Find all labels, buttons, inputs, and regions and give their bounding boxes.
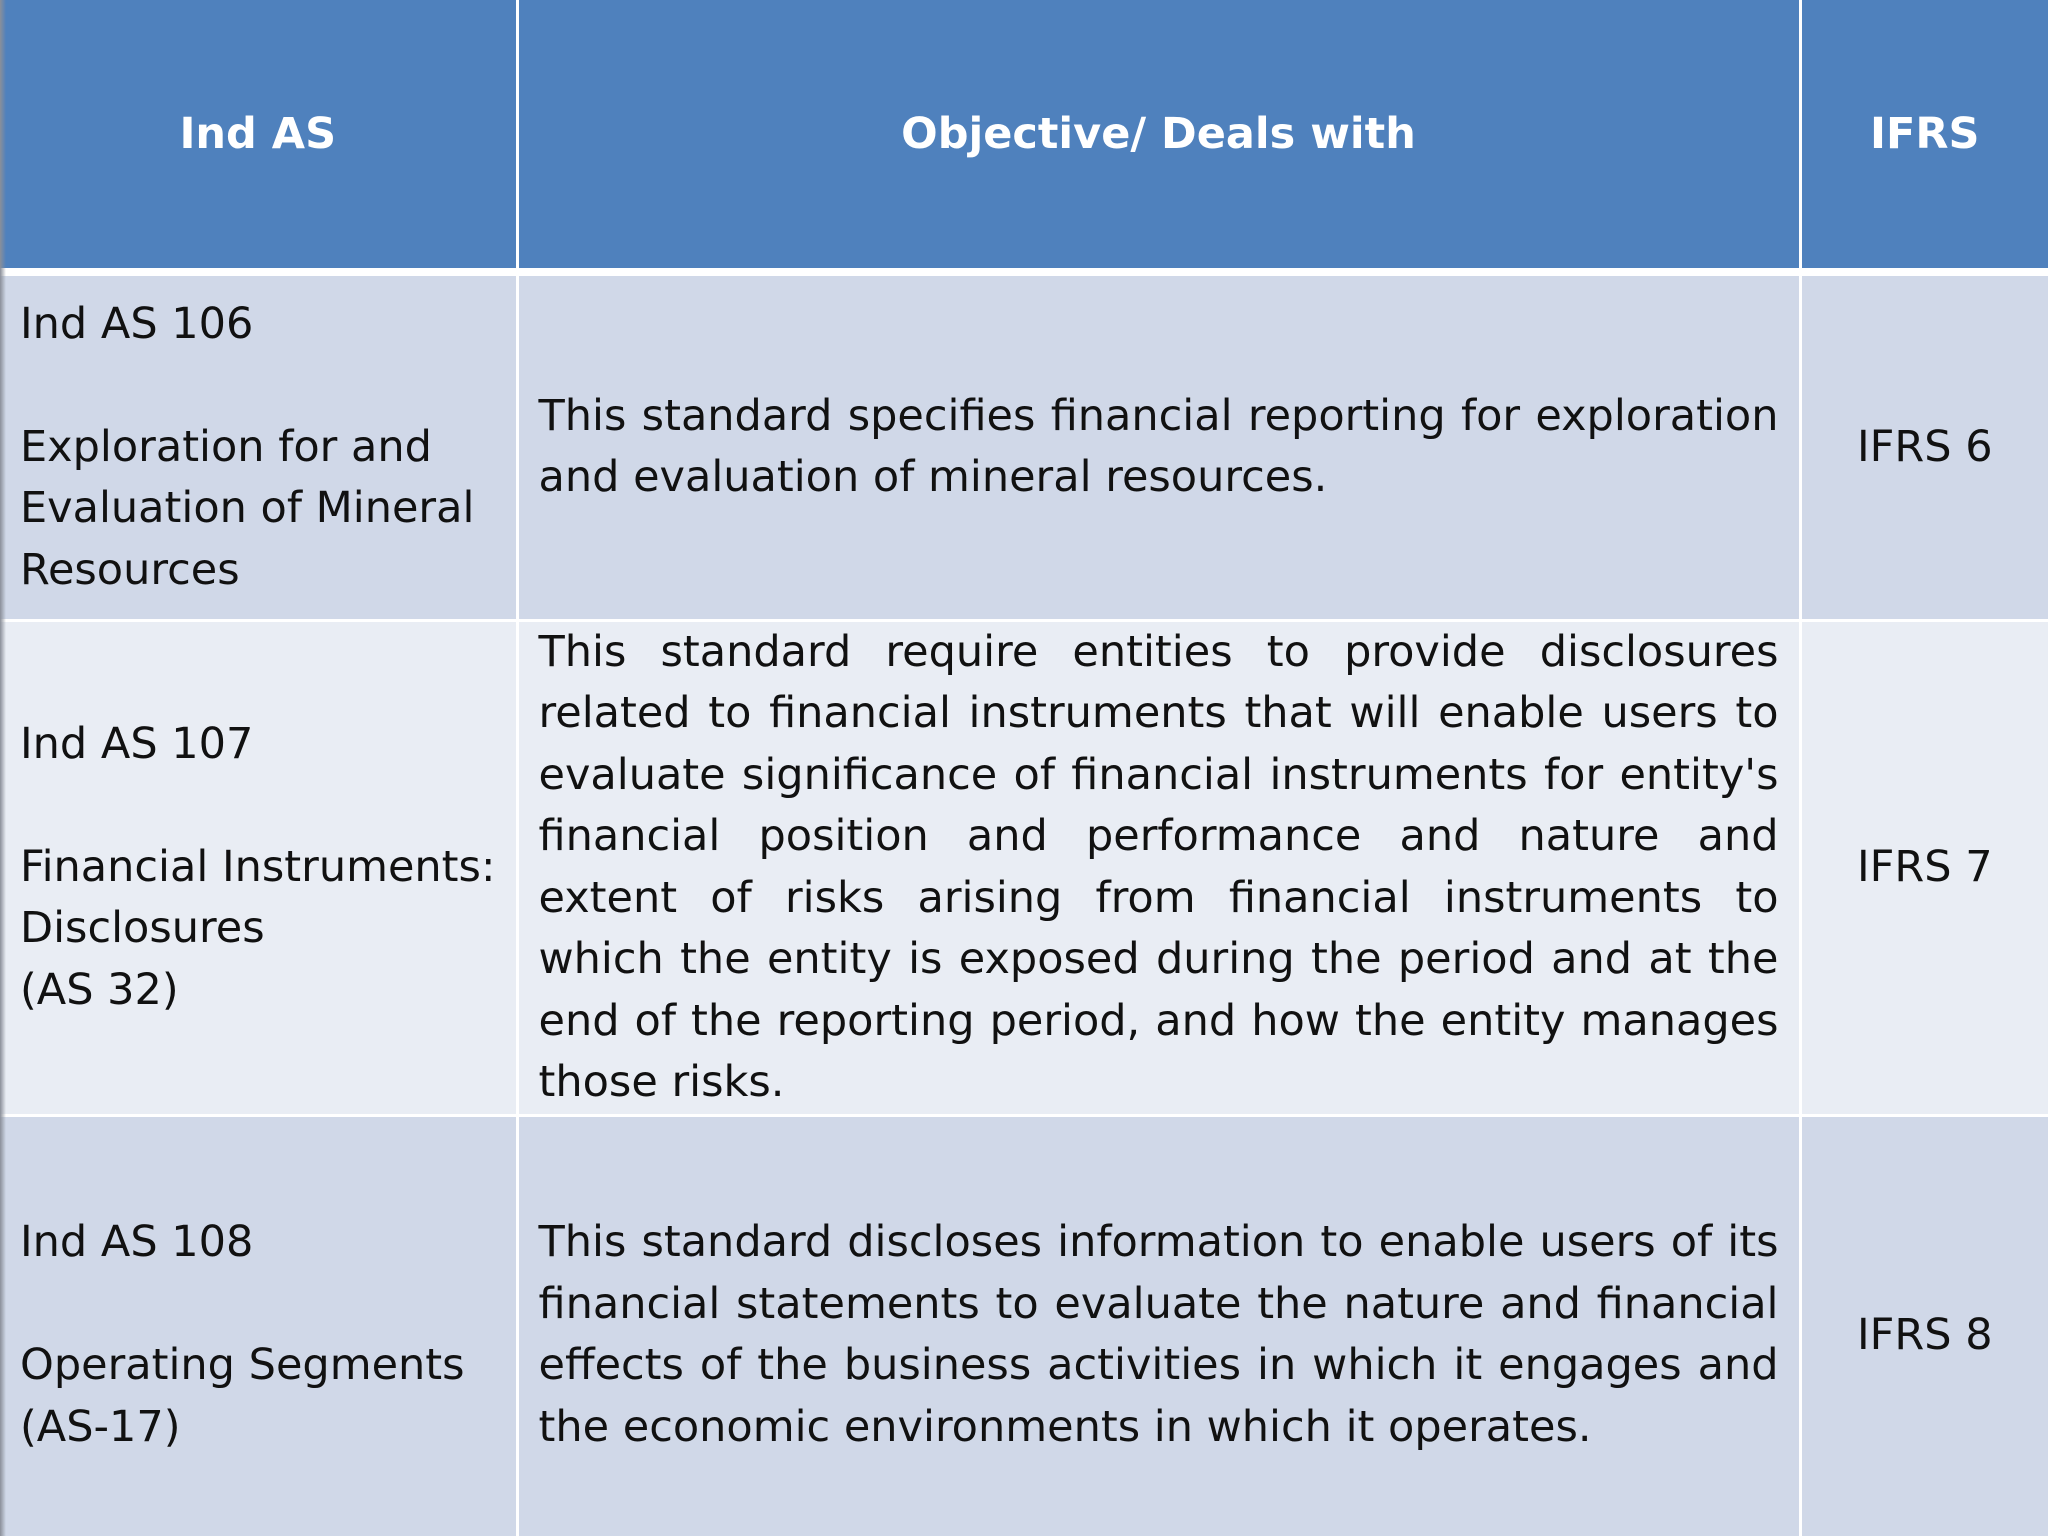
ind-as-title-line: Disclosures bbox=[20, 903, 265, 954]
ind-as-code: Ind AS 107 bbox=[20, 718, 254, 769]
ind-as-title-line: Financial Instruments: bbox=[20, 841, 496, 892]
ind-as-title-line: Operating Segments bbox=[20, 1340, 465, 1391]
objective-cell: This standard require entities to provide disclosures related to financial instruments that will enable users to evaluate significance of financial instruments for entity's financial position and performance and nature and extent of risks arising from financial instruments to which the entity is exposed during the period and at the end of the reporting period, and how the entity manages those risks. bbox=[517, 620, 1800, 1115]
table-row bbox=[0, 272, 2048, 620]
ind-as-title-line: Resources bbox=[20, 544, 240, 595]
ind-as-cell bbox=[0, 620, 517, 1115]
ind-as-cell bbox=[0, 1115, 517, 1536]
table-header-row bbox=[0, 0, 2048, 272]
objective-cell: This standard specifies financial reporting for exploration and evaluation of mineral resources. bbox=[517, 272, 1800, 620]
ind-as-title-line: Evaluation of Mineral bbox=[20, 483, 475, 533]
ind-as-title-line: (AS 32) bbox=[20, 964, 179, 1015]
header-ifrs: IFRS bbox=[1800, 0, 2048, 272]
ind-as-cell bbox=[0, 272, 517, 620]
ind-as-code: Ind AS 106 bbox=[20, 298, 254, 349]
ifrs-cell: IFRS 8 bbox=[1800, 1115, 2048, 1536]
ifrs-cell: IFRS 7 bbox=[1800, 620, 2048, 1115]
header-ind-as: Ind AS bbox=[0, 0, 517, 272]
ifrs-cell: IFRS 6 bbox=[1800, 272, 2048, 620]
ind-as-title-line: (AS-17) bbox=[20, 1401, 181, 1452]
table-row bbox=[0, 620, 2048, 1115]
header-objective: Objective/ Deals with bbox=[517, 0, 1800, 272]
objective-cell: This standard discloses information to enable users of its financial statements to evaluate the nature and financial effects of the business activities in which it engages and the economic environments in which it operates. bbox=[517, 1115, 1800, 1536]
ind-as-code: Ind AS 108 bbox=[20, 1217, 254, 1268]
ind-as-title-line: Exploration for and bbox=[20, 421, 432, 472]
table-row bbox=[0, 1115, 2048, 1536]
